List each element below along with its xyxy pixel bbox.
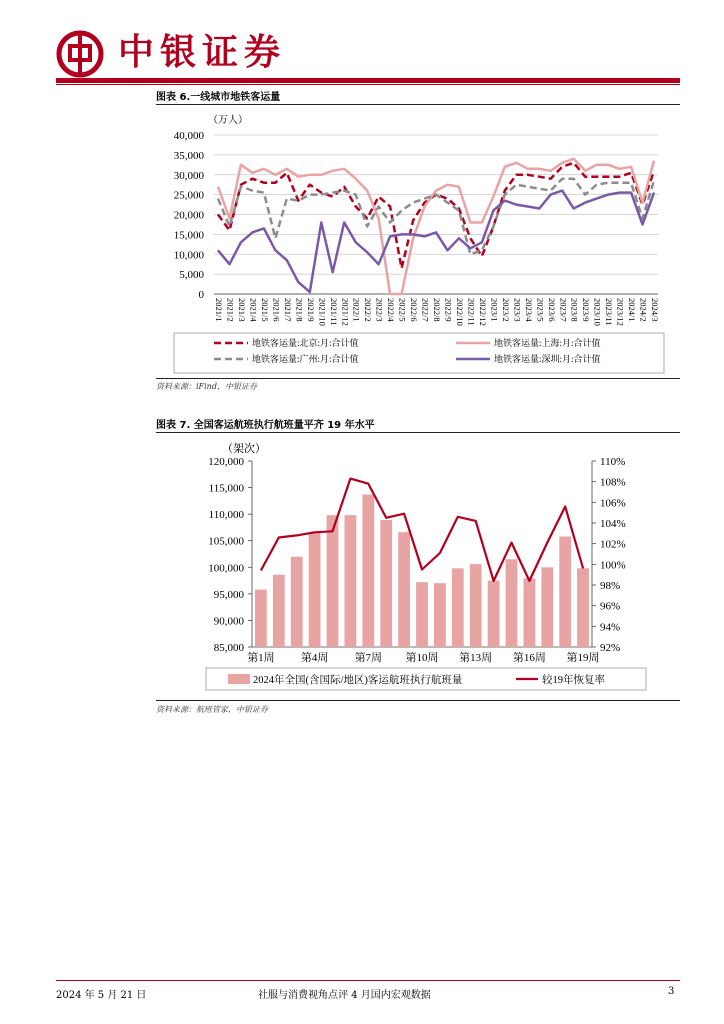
figure6-x-tick-label: 2023/3 — [512, 298, 523, 322]
figure7-y2-tick-label: 102% — [600, 538, 626, 551]
figure6-x-tick-label: 2021/6 — [271, 298, 282, 322]
figure6-bottom-rule — [156, 378, 680, 379]
figure6-series-line-4 — [218, 191, 654, 292]
figure7-y2-tick-label: 92% — [600, 642, 621, 654]
figure6-x-tick-label: 2022/2 — [363, 298, 374, 322]
figure6-x-tick-label: 2021/3 — [236, 298, 247, 322]
figure7-y-tick-label: 85,000 — [213, 642, 244, 654]
figure6-x-tick-label: 2023/12 — [615, 298, 626, 326]
figure6-y-tick-label: 5,000 — [179, 269, 204, 282]
figure7-bar — [380, 520, 392, 647]
figure7-y2-tick-label: 108% — [600, 476, 626, 489]
figure6-x-tick-label: 2023/7 — [558, 298, 569, 322]
page-number: 3 — [668, 986, 675, 997]
figure7-bar — [309, 533, 321, 647]
figure7-y-tick-label: 90,000 — [213, 615, 244, 628]
figure7-bar — [327, 515, 339, 647]
figure7-bar — [470, 564, 482, 647]
figure7-bottom-rule — [156, 700, 680, 701]
figure7-bar — [362, 495, 374, 648]
figure6-x-tick-label: 2021/5 — [259, 298, 270, 322]
figure7-y2-tick-label: 100% — [600, 559, 626, 572]
figure6-legend-label-2: 地铁客运量:上海:月:合计值 — [494, 338, 601, 348]
figure6-x-tick-label: 2021/4 — [248, 298, 259, 322]
figure7-unit-label: （架次） — [222, 443, 266, 455]
figure6-x-tick-label: 2022/11 — [466, 298, 477, 326]
figure6-x-tick-label: 2023/11 — [604, 298, 615, 326]
figure7-y-tick-label: 110,000 — [208, 509, 244, 522]
figure7-y-tick-label: 95,000 — [213, 588, 244, 601]
figure6-x-tick-label: 2022/5 — [397, 298, 408, 322]
figure6-x-tick-label: 2022/4 — [386, 298, 397, 322]
figure7-y2-tick-label: 110% — [600, 456, 626, 468]
figure7-bar — [255, 590, 267, 647]
figure6-legend-label-1: 地铁客运量:北京:月:合计值 — [252, 338, 359, 348]
figure6-x-tick-label: 2022/3 — [374, 298, 385, 322]
figure6-y-tick-label: 25,000 — [173, 189, 204, 202]
footer-rule — [56, 980, 680, 981]
figure6-x-tick-label: 2022/1 — [351, 298, 362, 322]
footer-title: 社服与消费视角点评 4 月国内宏观数据 — [258, 990, 431, 1001]
figure7-x-tick-label: 第1周 — [247, 652, 275, 664]
figure7-bar — [541, 567, 553, 647]
figure6-x-tick-label: 2023/5 — [535, 298, 546, 322]
figure7-title-rule — [156, 432, 680, 433]
figure7-chart — [156, 434, 680, 698]
figure6-x-tick-label: 2022/12 — [477, 298, 488, 326]
figure6-x-tick-label: 2022/6 — [409, 298, 420, 322]
figure7-y-tick-label: 100,000 — [208, 562, 244, 575]
figure6-x-tick-label: 2021/7 — [282, 298, 293, 322]
figure6-x-tick-label: 2021/11 — [328, 298, 339, 326]
figure7-legend-swatch-bar — [228, 674, 250, 684]
figure6-x-tick-label: 2023/6 — [546, 298, 557, 322]
figure6-chart — [156, 106, 680, 378]
figure6-y-tick-label: 20,000 — [173, 209, 204, 222]
figure6-x-tick-label: 2023/2 — [500, 298, 511, 322]
figure7-y-tick-label: 115,000 — [208, 482, 244, 495]
figure7-x-tick-label: 第19周 — [566, 652, 600, 664]
figure7-y-tick-label: 120,000 — [208, 456, 244, 468]
figure6-x-tick-label: 2022/10 — [454, 298, 465, 326]
figure7-bar — [345, 515, 357, 647]
figure6-legend-label-4: 地铁客运量:深圳:月:合计值 — [494, 354, 601, 364]
figure7-y2-tick-label: 106% — [600, 497, 626, 510]
figure7-x-tick-label: 第10周 — [405, 652, 439, 664]
figure7-bar — [398, 532, 410, 647]
figure6-series-line-1 — [218, 163, 654, 268]
figure7-bar — [291, 557, 303, 647]
figure6-x-tick-label: 2022/7 — [420, 298, 431, 322]
figure7-x-tick-label: 第13周 — [459, 652, 493, 664]
figure7-legend-label-line: 较19年恢复率 — [542, 675, 605, 686]
figure6-y-tick-label: 30,000 — [173, 169, 204, 182]
figure7-legend-label-bar: 2024年全国(含国际/地区)客运航班执行航班量 — [253, 675, 463, 686]
figure7-x-tick-label: 第16周 — [512, 652, 546, 664]
figure6-x-tick-label: 2021/2 — [225, 298, 236, 322]
figure6-x-tick-label: 2024/3 — [650, 298, 661, 322]
figure6-unit-label: （万人） — [208, 115, 248, 126]
figure6-x-tick-label: 2022/9 — [443, 298, 454, 322]
figure6-y-tick-label: 15,000 — [173, 229, 204, 242]
bank-of-china-logo-icon — [56, 30, 104, 78]
figure7-y2-tick-label: 98% — [600, 580, 621, 592]
figure6-x-tick-label: 2022/8 — [432, 298, 443, 322]
header-rule-thin — [56, 84, 680, 85]
figure6-series-line-2 — [218, 159, 654, 294]
footer-date: 2024 年 5 月 21 日 — [56, 990, 147, 1001]
figure6-title-rule — [156, 104, 680, 105]
figure6-x-tick-label: 2023/8 — [569, 298, 580, 322]
figure6-title: 图表 6.一线城市地铁客运量 — [156, 92, 281, 103]
figure7-x-tick-label: 第4周 — [300, 652, 329, 664]
figure6-x-tick-label: 2021/9 — [305, 298, 316, 322]
figure7-bar — [506, 559, 518, 647]
figure6-x-tick-label: 2023/4 — [523, 298, 534, 322]
figure7-title: 图表 7. 全国客运航班执行航班量平齐 19 年水平 — [156, 420, 375, 431]
figure7-bar — [524, 578, 536, 647]
figure6-x-tick-label: 2023/9 — [581, 298, 592, 322]
figure7-y2-tick-label: 96% — [600, 600, 621, 613]
figure6-x-tick-label: 2021/1 — [214, 298, 225, 322]
figure7-bar — [488, 581, 500, 647]
figure6-x-tick-label: 2024/1 — [627, 298, 638, 322]
header-rule — [56, 78, 680, 83]
figure6-x-tick-label: 2021/8 — [294, 298, 305, 322]
figure6-y-tick-label: 10,000 — [173, 249, 204, 262]
figure7-bar — [452, 568, 464, 647]
figure7-bar — [559, 537, 571, 648]
figure6-source: 资料来源：iFind，中银证券 — [156, 382, 257, 391]
figure6-y-tick-label: 40,000 — [173, 130, 204, 142]
figure6-y-tick-label: 0 — [198, 289, 204, 301]
figure7-bar — [273, 575, 285, 647]
figure6-x-tick-label: 2021/10 — [317, 298, 328, 326]
figure6-x-tick-label: 2024/2 — [638, 298, 649, 322]
figure6-y-tick-label: 35,000 — [173, 149, 204, 162]
figure7-y2-tick-label: 94% — [600, 621, 621, 634]
figure7-bar — [416, 582, 428, 647]
figure7-x-tick-label: 第7周 — [354, 652, 383, 664]
figure6-x-tick-label: 2023/10 — [592, 298, 603, 326]
figure7-bar — [434, 583, 446, 647]
figure6-x-tick-label: 2023/1 — [489, 298, 500, 322]
figure7-bar — [577, 568, 589, 647]
brand-name: 中银证券 — [118, 32, 287, 73]
figure7-y-tick-label: 105,000 — [208, 535, 244, 548]
figure6-legend-label-3: 地铁客运量:广州:月:合计值 — [252, 354, 359, 364]
figure7-y2-tick-label: 104% — [600, 518, 626, 530]
figure7-source: 资料来源：航班管家，中银证券 — [156, 705, 268, 714]
figure6-x-tick-label: 2021/12 — [340, 298, 351, 326]
